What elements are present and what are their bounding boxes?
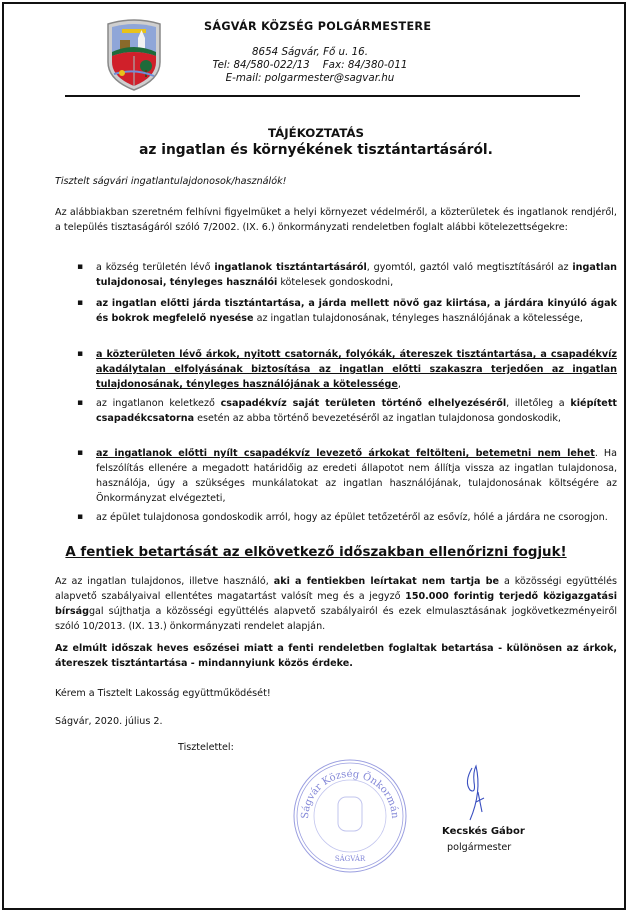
document-title: TÁJÉKOZTATÁS bbox=[267, 126, 364, 140]
document-subtitle: az ingatlan és környékének tisztántartásáról. bbox=[139, 142, 493, 158]
stamp-text-bottom: SÁGVÁR bbox=[334, 855, 366, 863]
address: 8654 Ságvár, Fő u. 16. bbox=[251, 46, 369, 58]
handwritten-signature-icon bbox=[460, 762, 490, 824]
official-stamp-icon bbox=[290, 757, 410, 875]
list-item: a közterületen lévő árkok, nyitott csatornák, folyókák, átereszek tisztántartása, a csapadékvíz akadálytalan elfolyásának biztosítása az ingatlan előtti szakaszra terjedően az ingatlan tulajdonosának, tényleges használójának a kötelessége, bbox=[96, 349, 617, 390]
coat-of-arms-icon bbox=[104, 18, 164, 91]
header-divider bbox=[65, 95, 580, 97]
intro-paragraph: Az alábbiakban szeretném felhívni figyelmüket a helyi környezet védelméről, a közterületek és ingatlanok rendjéről, a település tisztaságáról szóló 7/2002. (IX. 6.) önkormányzati rendeletben foglalt alábbi kötelezettségekre: bbox=[55, 207, 617, 233]
greeting: Tisztelt ságvári ingatlantulajdonosok/használók! bbox=[55, 176, 287, 187]
bullet-icon: ▪ bbox=[77, 448, 84, 458]
signer-role: polgármester bbox=[447, 842, 512, 853]
emphasis-paragraph: Az elmúlt időszak heves esőzései miatt a fenti rendeletben foglaltak betartása - különösen az árkok, átereszek tisztántartása - mindannyiunk közös érdeke. bbox=[55, 643, 617, 669]
bullet-icon: ▪ bbox=[77, 298, 84, 308]
stamp-text-top: Ságvár Község Önkormán bbox=[299, 768, 401, 820]
email: E-mail: polgarmester@sagvar.hu bbox=[225, 72, 395, 84]
list-item: az épület tulajdonosa gondoskodik arról, hogy az épület tetőzetéről az esővíz, hólé a járdára ne csorogjon. bbox=[96, 512, 608, 523]
warning-heading: A fentiek betartását az elkövetkező időszakban ellenőrizni fogjuk! bbox=[65, 545, 567, 560]
list-item: az ingatlanon keletkező csapadékvíz saját területen történő elhelyezéséről, illetőleg a kiépített csapadékcsatorna esetén az abba történő bevezetéséről az ingatlan tulajdonosa gondoskodik, bbox=[96, 398, 617, 424]
bullet-icon: ▪ bbox=[77, 349, 84, 359]
fine-paragraph: Az az ingatlan tulajdonos, illetve használó, aki a fentiekben leírtakat nem tartja be a közösségi együttélés alapvető szabályaival ellentétes magatartást valósít meg és a jegyző 150.000 forintig terjedő közigazgatási bírsággal sújthatja a közösségi együttélés alapvető szabályairól és ezek elmulasztásának jogkövetkezményeiről szóló 10/2013. (IX. 13.) önkormányzati rendelet alapján. bbox=[55, 576, 617, 632]
cooperation-request: Kérem a Tisztelt Lakosság együttműködését! bbox=[55, 688, 271, 699]
list-item: a község területén lévő ingatlanok tisztántartásáról, gyomtól, gaztól való megtisztításáról az ingatlan tulajdonosai, tényleges használói kötelesek gondoskodni, bbox=[96, 262, 617, 288]
signer-name: Kecskés Gábor bbox=[442, 826, 525, 837]
bullet-icon: ▪ bbox=[77, 262, 84, 272]
phone-fax: Tel: 84/580-022/13 Fax: 84/380-011 bbox=[212, 59, 408, 71]
list-item: az ingatlanok előtti nyílt csapadékvíz levezető árkokat feltölteni, betemetni nem lehet. Ha felszólítás ellenére a megadott határidőig az eredeti állapotot nem állítja vissza az ingatlan tulajdonosa, használója, úgy a szükséges munkálatokat az ingatlan használójának, tulajdonosának költségére az Önkormányzat elvégezteti, bbox=[96, 448, 617, 504]
office-title: SÁGVÁR KÖZSÉG POLGÁRMESTERE bbox=[204, 20, 432, 33]
bullet-icon: ▪ bbox=[77, 398, 84, 408]
bullet-icon: ▪ bbox=[77, 512, 84, 522]
regards: Tisztelettel: bbox=[178, 742, 234, 753]
place-date: Ságvár, 2020. július 2. bbox=[55, 716, 163, 727]
svg-text:Ságvár Község Önkormányzata bbox=[290, 757, 400, 820]
list-item: az ingatlan előtti járda tisztántartása, a járda mellett növő gaz kiirtása, a járdára kinyúló ágak és bokrok megfelelő nyesése az ingatlan tulajdonosának, tényleges használójának a kötelessége, bbox=[96, 298, 617, 324]
contact-block bbox=[200, 46, 420, 85]
